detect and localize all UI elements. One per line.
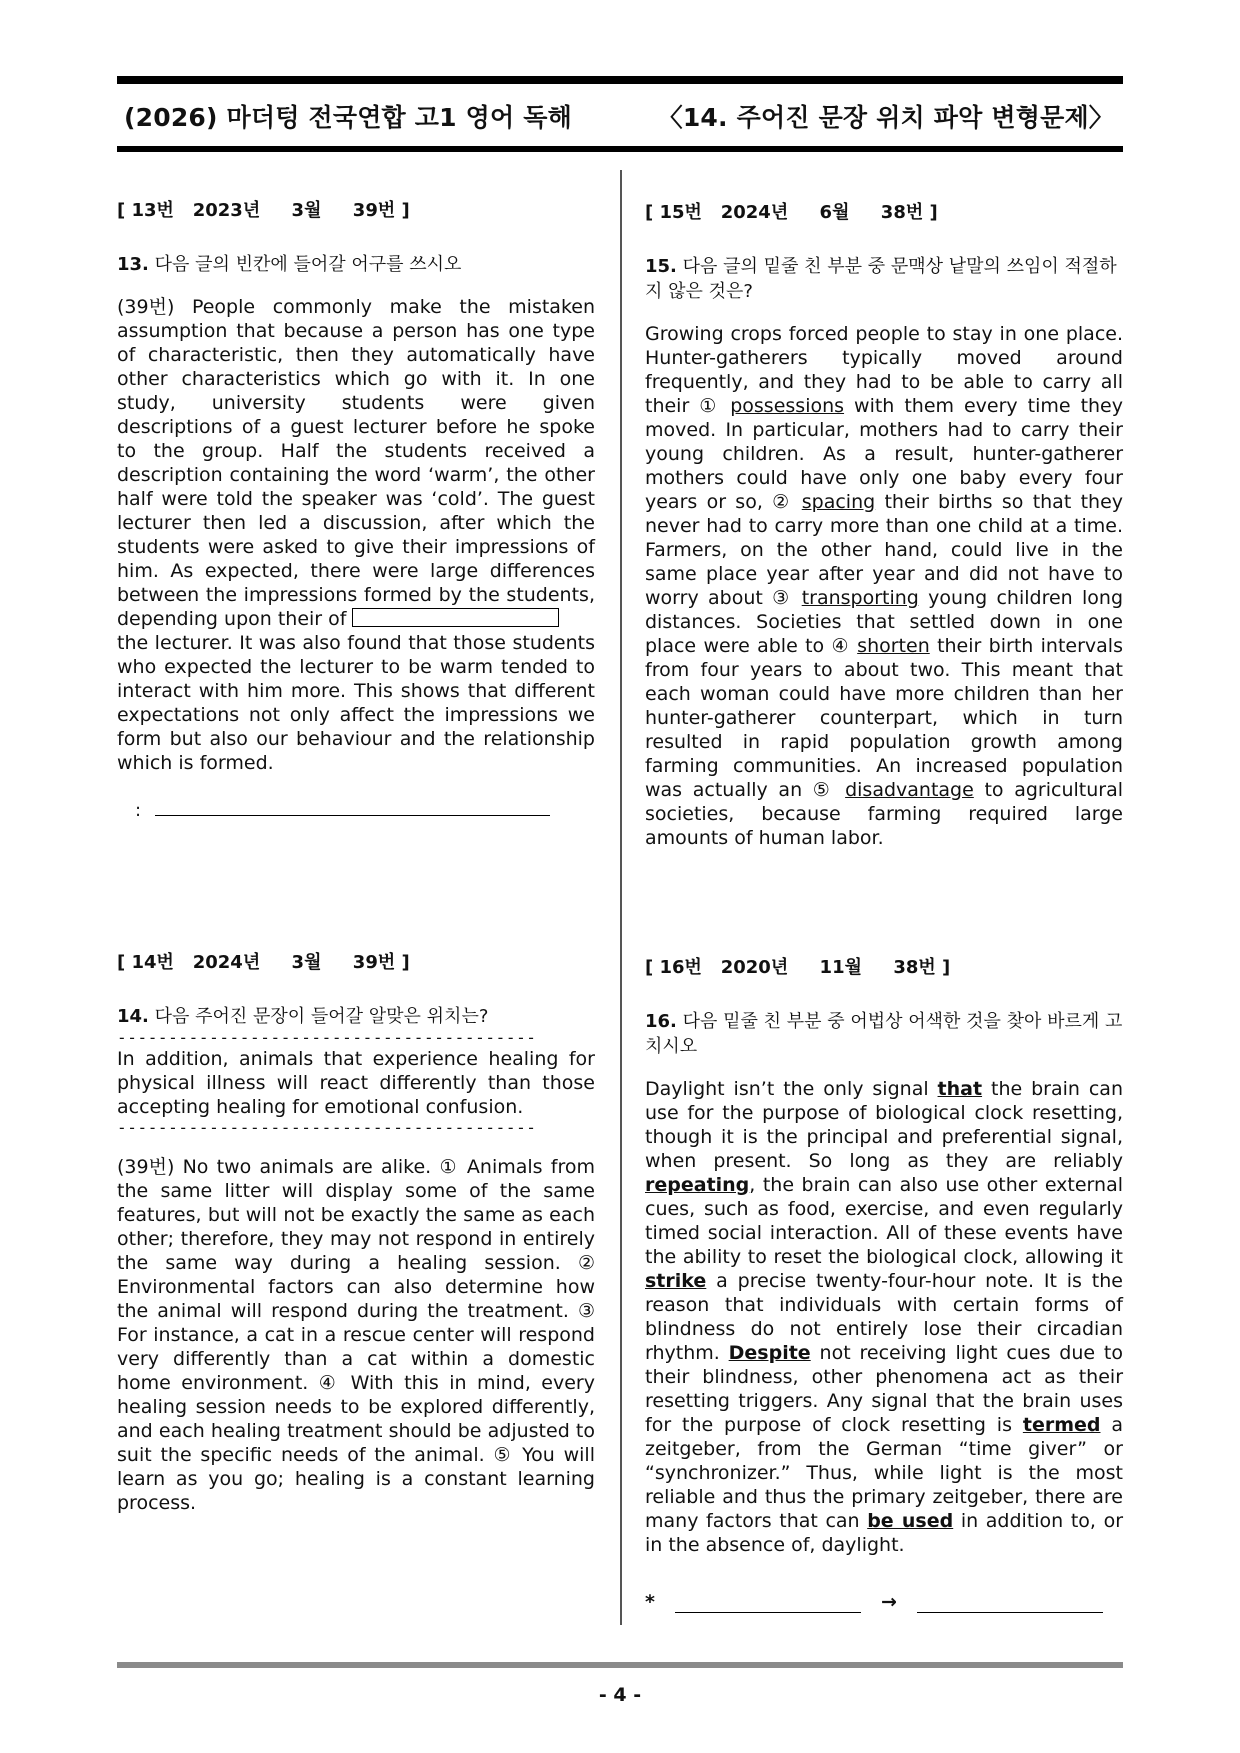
q16-underline-2: repeating	[645, 1174, 750, 1196]
q14-dash-bottom: -----------------------------------------	[117, 1119, 537, 1137]
header-section: 〈14. 주어진 문장 위치 파악 변형문제〉	[657, 103, 1114, 132]
q13-answer-prefix: :	[135, 800, 142, 821]
q14-number: 14.	[117, 1006, 149, 1027]
q13-number: 13.	[117, 254, 149, 275]
q16-underline-6: be used	[867, 1510, 954, 1532]
header-top-rule	[117, 76, 1123, 84]
q13-source-ref: [ 13번 2023년 3월 39번 ]	[117, 200, 410, 221]
q15-underline-4: shorten	[857, 635, 930, 657]
question-16	[645, 953, 1123, 1613]
q16-underline-5: termed	[1022, 1414, 1101, 1436]
header-bottom-rule	[117, 146, 1123, 152]
footer-rule	[117, 1662, 1123, 1668]
q16-number: 16.	[645, 1011, 677, 1032]
q16-answer-star: *	[645, 1591, 655, 1613]
q14-source-ref: [ 14번 2024년 3월 39번 ]	[117, 952, 410, 973]
q16-passage: Daylight isn’t the only signal that the brain can use for the purpose of biological clock resetting, though it is the principal and preferential signal, when present. So long as they are reliably repeating, the brain can also use other external cues, such as food, exercise, and even regularly timed social interaction. All of these events have the ability to reset the biological clock, allowing it strike a precise twenty-four-hour note. It is the reason that individuals with certain forms of blindness do not entirely lose their circadian rhythm. Despite not receiving light cues due to their blindness, other phenomena act as their resetting triggers. Any signal that the brain uses for the purpose of clock resetting is termed a zeitgeber, from the German “time giver” or “synchronizer.” Thus, while light is the most reliable and thus the primary zeitgeber, there are many factors that can be used in addition to, or in the absence of, daylight.	[645, 1078, 1124, 1556]
q15-underline-1: possessions	[730, 395, 845, 417]
page-number: - 4 -	[598, 1684, 642, 1706]
q16-source-ref: [ 16번 2020년 11월 38번 ]	[645, 957, 951, 978]
question-14	[117, 948, 595, 1515]
arrow-right-icon: →	[880, 1591, 897, 1613]
question-15	[645, 198, 1123, 850]
q15-underline-5: disadvantage	[845, 779, 974, 801]
q15-passage: Growing crops forced people to stay in one place. Hunter-gatherers typically moved around frequently, and they had to be able to carry all their ① possessions with them every time they moved. In particular, mothers had to carry their young children. As a result, hunter-gatherer mothers could have only one baby every four years or so, ② spacing their births so that they never had to carry more than one child at a time. Farmers, on the other hand, could live in the same place year after year and did not have to worry about ③ transporting young children long distances. Societies that settled down in one place were able to ④ shorten their birth intervals from four years to about two. This meant that each woman could have more children than her hunter-gatherer counterpart, which in turn resulted in rapid population growth among farming communities. An increased population was actually an ⑤ disadvantage to agricultural societies, because farming required large amounts of human labor.	[645, 323, 1124, 849]
q14-instruction: 14. 다음 주어진 문장이 들어갈 알맞은 위치는?	[117, 1006, 489, 1027]
q13-blank-box	[352, 608, 559, 627]
q14-dash-top: -----------------------------------------	[117, 1029, 537, 1047]
q13-instruction: 13. 다음 글의 빈칸에 들어갈 어구를 쓰시오	[117, 254, 462, 275]
q15-underline-3: transporting	[801, 587, 919, 609]
q16-instruction: 16. 다음 밑줄 친 부분 중 어법상 어색한 것을 찾아 바르게 고치시오	[645, 1011, 1123, 1057]
q13-answer-line[interactable]	[155, 795, 550, 816]
q16-underline-1: that	[937, 1078, 983, 1100]
header-title: (2026) 마더텅 전국연합 고1 영어 독해	[124, 103, 572, 132]
q16-underline-3: strike	[645, 1270, 707, 1292]
q13-passage: (39번) People commonly make the mistaken assumption that because a person has one type of characteristic, then they automatically have other characteristics which go with it. In one study, university students were given descriptions of a guest lecturer before he spoke to the group. Half the students received a description containing the word ‘warm’, the other half were told the speaker was ‘cold’. The guest lecturer then led a discussion, after which the students were asked to give their impressions of him. As expected, there were large differences between the impressions formed by the students, depending upon their of the lecturer. It was also found that those students who expected the lecturer to be warm tended to interact with him more. This shows that different expectations not only affect the impressions we form but also our behaviour and the relationship which is formed.	[117, 296, 595, 774]
q16-answer-row	[645, 1591, 1123, 1613]
q16-answer-wrong[interactable]	[675, 1592, 861, 1613]
q15-number: 15.	[645, 256, 677, 277]
q15-underline-2: spacing	[801, 491, 876, 513]
column-divider	[620, 170, 622, 1625]
q15-source-ref: [ 15번 2024년 6월 38번 ]	[645, 202, 938, 223]
q14-passage: (39번) No two animals are alike. ① Animals from the same litter will display some of the same features, but will not be exactly the same as each other; therefore, they may not respond in entirely the same way during a healing session. ② Environmental factors can also determine how the animal will respond during the treatment. ③ For instance, a cat in a rescue center will respond very differently than a cat within a domestic home environment. ④ With this in mind, every healing session needs to be explored differently, and each healing treatment should be adjusted to suit the specific needs of the animal. ⑤ You will learn as you go; healing is a constant learning process.	[117, 1156, 595, 1514]
q15-instruction: 15. 다음 글의 밑줄 친 부분 중 문맥상 낱말의 쓰임이 적절하지 않은 것은?	[645, 256, 1117, 302]
q13-answer-row	[135, 795, 595, 821]
q16-answer-correct[interactable]	[917, 1592, 1103, 1613]
q14-given-sentence: In addition, animals that experience healing for physical illness will react differently than those accepting healing for emotional confusion.	[117, 1048, 595, 1118]
q16-underline-4: Despite	[728, 1342, 811, 1364]
question-13	[117, 196, 595, 821]
